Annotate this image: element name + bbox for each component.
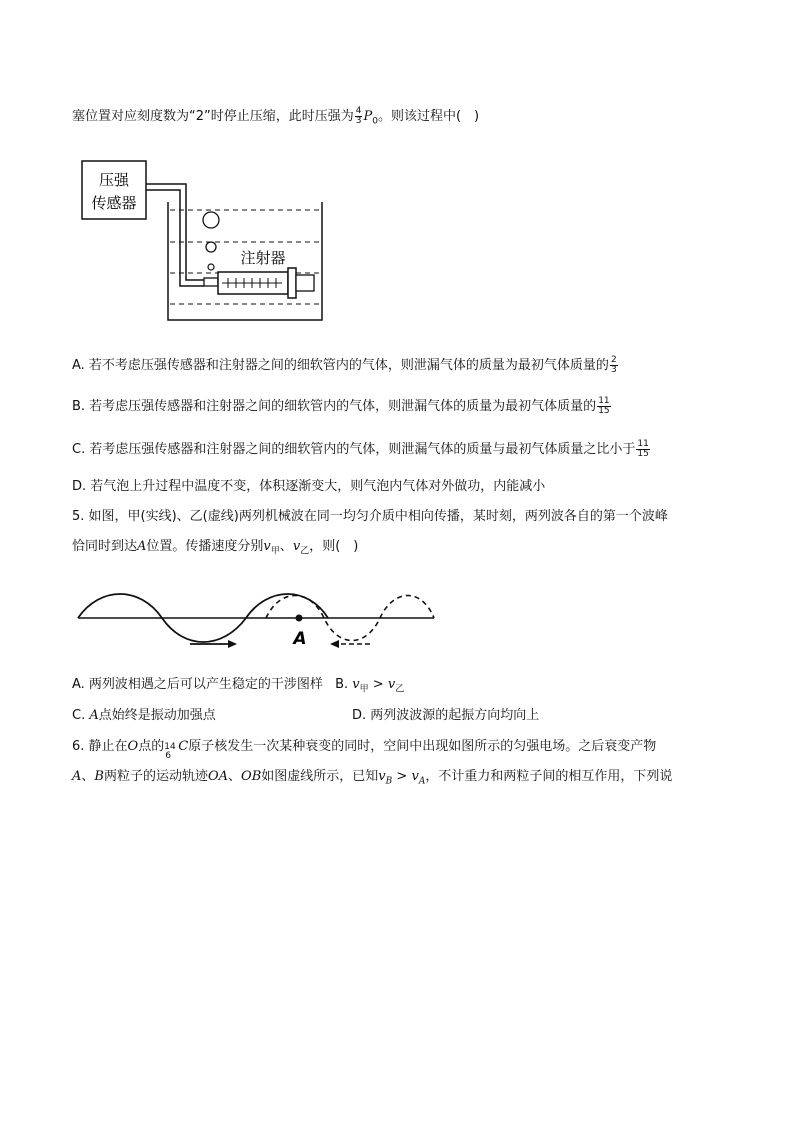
option-b-text: B. 若考虑压强传感器和注射器之间的细软管内的气体，则泄漏气体的质量为最初气体质量的 — [72, 399, 597, 414]
option-a — [72, 356, 619, 376]
point-a-dot — [296, 615, 303, 622]
syringe-figure — [70, 150, 340, 330]
sub-yi: 乙 — [300, 546, 310, 557]
syringe-label: 注射器 — [240, 249, 286, 267]
option-a-fraction — [610, 356, 618, 375]
bubble-large — [203, 212, 219, 228]
q5-text-1: 5. 如图，甲(实线)、乙(虚线)两列机械波在同一均匀介质中相向传播，某时刻，两列波各自的第一个波峰 — [72, 509, 668, 524]
separator: 、 — [279, 539, 293, 554]
frac-denominator: 15 — [637, 449, 649, 459]
bubble-medium — [206, 242, 216, 252]
q5-text-2c: ，则( ) — [309, 539, 359, 554]
option-d — [72, 477, 545, 497]
option-c-text: C. 若考虑压强传感器和注射器之间的细软管内的气体，则泄漏气体的质量与最初气体质量之比小于 — [72, 442, 636, 457]
frac-denominator: 3 — [355, 116, 362, 126]
q5-text-2b: 位置。传播速度分别 — [146, 539, 264, 554]
v-symbol: v — [292, 539, 301, 554]
pressure-subscript: 0 — [372, 116, 378, 127]
q5-text-2a: 恰同时到达 — [72, 539, 138, 554]
q6-line1: 6. 静止在O点的 14 6 C原子核发生一次某种衰变的同时，空间中出现如图所示的匀强电场。之后衰变产物 — [72, 739, 657, 761]
q5-option-a: A. 两列波相遇之后可以产生稳定的干涉图样 — [72, 677, 323, 692]
sensor-label-line2: 传感器 — [91, 194, 137, 212]
frac-numerator: 11 — [598, 396, 610, 406]
option-d-text: D. 若气泡上升过程中温度不变，体积逐渐变大，则气泡内气体对外做功，内能减小 — [72, 479, 546, 494]
frac-denominator: 3 — [610, 365, 617, 375]
fraction-four-thirds — [355, 107, 363, 126]
intro-text-end: 。则该过程中( ) — [377, 109, 480, 124]
frac-numerator: 11 — [637, 439, 649, 449]
syringe-plunger — [296, 275, 314, 291]
point-o: O — [127, 739, 139, 754]
connecting-tube — [146, 184, 204, 280]
syringe-flange — [288, 268, 296, 298]
option-b — [72, 397, 612, 417]
v-symbol: v — [263, 539, 271, 554]
nuclide-c14: 14 6 — [164, 741, 176, 761]
sub-jia: 甲 — [270, 546, 280, 557]
intro-text: 塞位置对应刻度数为“2”时停止压缩，此时压强为 — [72, 109, 354, 124]
q5-options-row2 — [72, 706, 216, 726]
bubble-small — [208, 264, 214, 270]
syringe-tip — [204, 278, 218, 286]
q5-line1 — [72, 507, 668, 527]
option-c-fraction — [636, 440, 649, 459]
option-a-text: A. 若不考虑压强传感器和注射器之间的细软管内的气体，则泄漏气体的质量为最初气体质量的 — [72, 358, 609, 373]
q6-line2: A、B两粒子的运动轨迹OA、OB如图虚线所示，已知$v_B > v_A$，不计重力和两粒子间的相互作用，下列说 — [72, 769, 673, 787]
pressure-symbol: P — [363, 109, 373, 124]
q5-option-d: D. 两列波波源的起振方向均向上 — [352, 708, 540, 723]
q5-line2 — [72, 537, 358, 562]
question-intro-line — [72, 107, 479, 132]
q5-options-row1 — [72, 675, 404, 700]
point-a-label: A — [293, 629, 307, 649]
q5-option-b: B. $v_甲 > v_乙$ — [335, 677, 405, 695]
option-c — [72, 440, 651, 460]
wave-figure — [70, 580, 450, 660]
frac-numerator: 4 — [355, 106, 362, 116]
q5-option-c: C. A点始终是振动加强点 — [72, 708, 216, 723]
option-b-fraction — [597, 397, 610, 416]
frac-denominator: 15 — [598, 406, 610, 416]
q5-var-a: A — [137, 539, 147, 554]
frac-numerator: 2 — [610, 355, 617, 365]
sensor-label-line1: 压强 — [98, 171, 130, 189]
